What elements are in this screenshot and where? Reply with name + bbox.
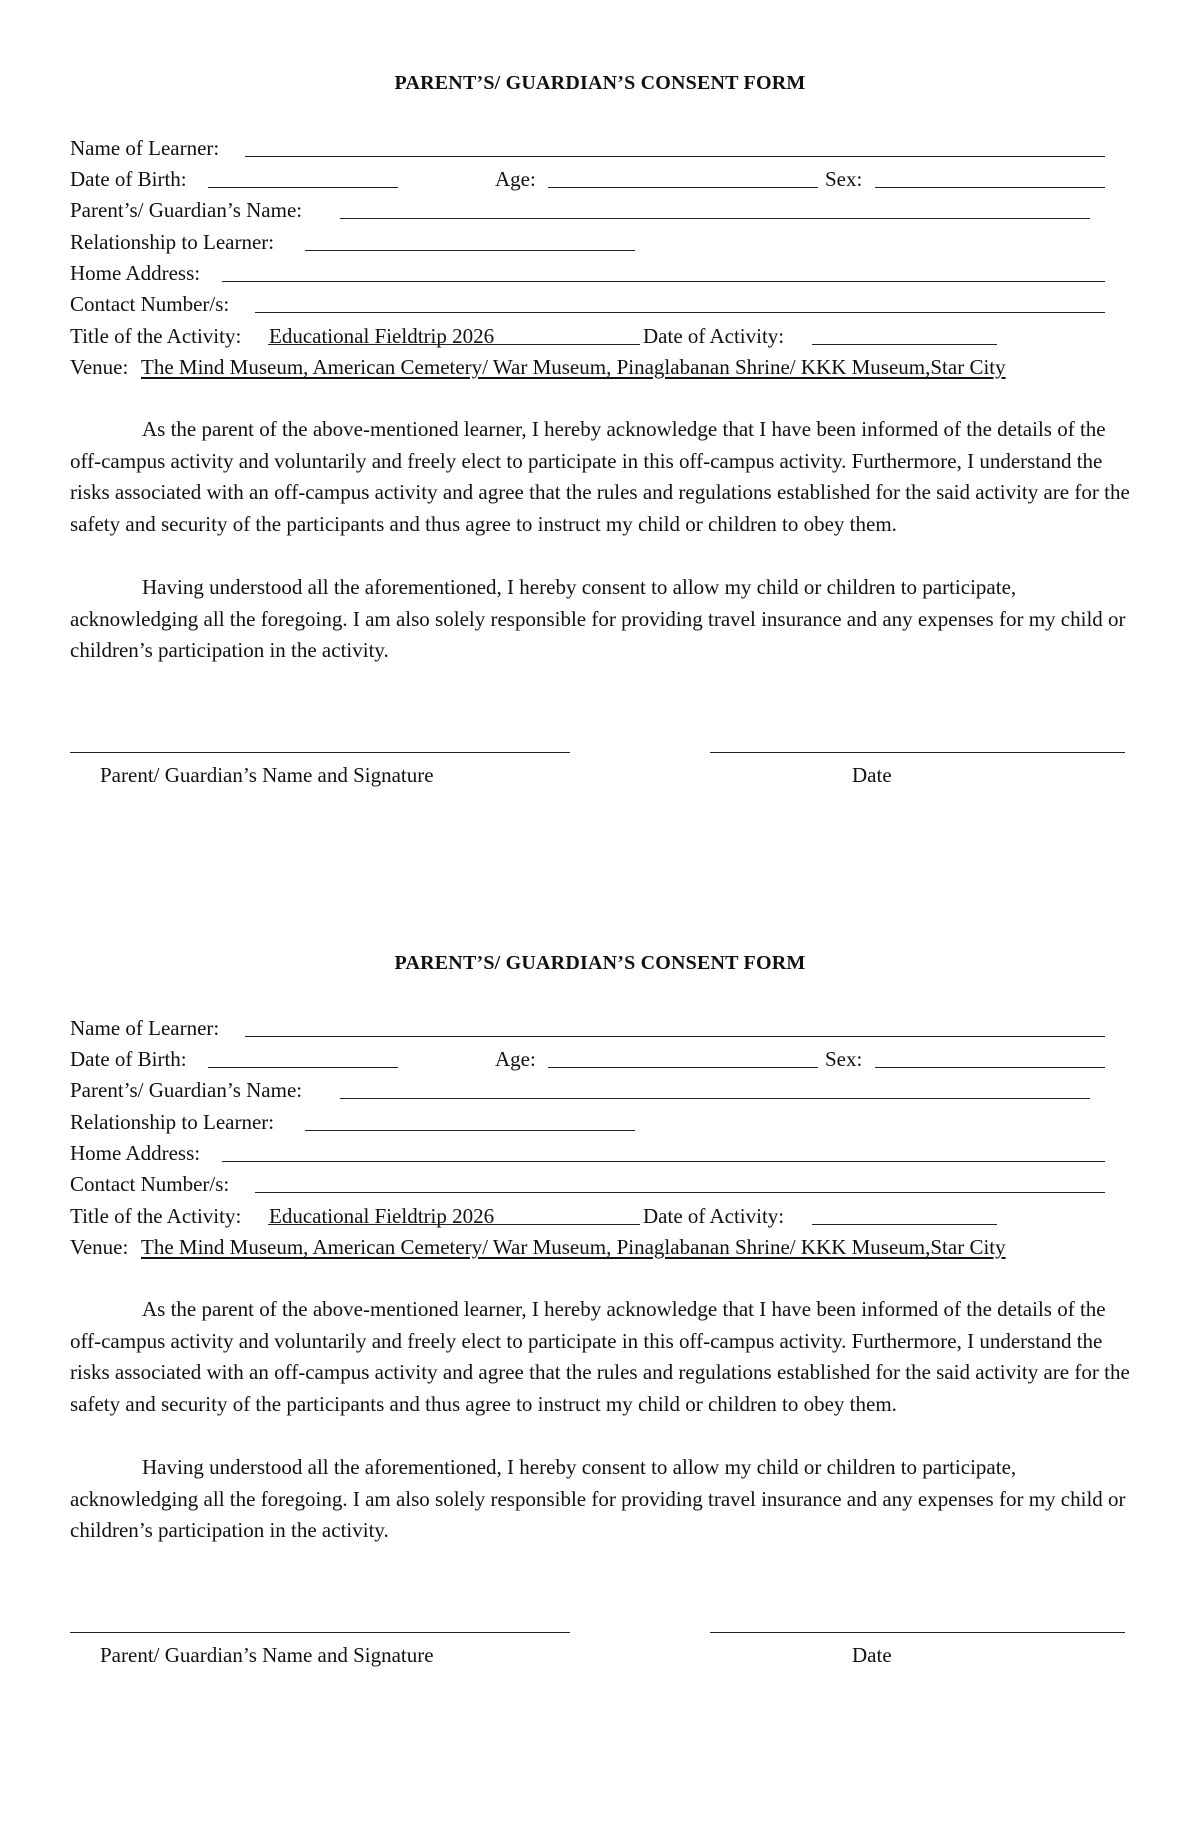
- date-line[interactable]: [710, 1632, 1125, 1633]
- contact-number-field[interactable]: [255, 1192, 1105, 1193]
- date-of-activity-field[interactable]: [812, 344, 997, 345]
- name-of-learner-label: Name of Learner:: [70, 136, 220, 160]
- relationship-label: Relationship to Learner:: [70, 1110, 275, 1134]
- age-label: Age:: [495, 167, 536, 191]
- guardian-name-field[interactable]: [340, 218, 1090, 219]
- home-address-label: Home Address:: [70, 1141, 201, 1165]
- title-of-activity-label: Title of the Activity:: [70, 1204, 242, 1228]
- relationship-field[interactable]: [305, 1130, 635, 1131]
- sex-label: Sex:: [825, 167, 863, 191]
- sex-field[interactable]: [875, 187, 1105, 188]
- form-title: PARENT’S/ GUARDIAN’S CONSENT FORM: [394, 72, 806, 94]
- home-address-label: Home Address:: [70, 261, 201, 285]
- contact-number-label: Contact Number/s:: [70, 292, 230, 316]
- consent-paragraph: [70, 1452, 1130, 1547]
- sex-label: Sex:: [825, 1047, 863, 1071]
- title-of-activity-label: Title of the Activity:: [70, 324, 242, 348]
- home-address-field[interactable]: [222, 281, 1105, 282]
- consent-text: Having understood all the aforementioned, I hereby consent to allow my child or children to participate, acknowledging all the foregoing. I am also solely responsible for providing travel insurance and any expenses for my child or children’s participation in the activity.: [70, 1455, 1126, 1542]
- acknowledgement-paragraph: [70, 414, 1130, 540]
- date-line[interactable]: [710, 752, 1125, 753]
- name-of-learner-label: Name of Learner:: [70, 1016, 220, 1040]
- age-field[interactable]: [548, 1067, 818, 1068]
- guardian-name-field[interactable]: [340, 1098, 1090, 1099]
- guardian-name-label: Parent’s/ Guardian’s Name:: [70, 198, 303, 222]
- home-address-field[interactable]: [222, 1161, 1105, 1162]
- date-of-birth-field[interactable]: [208, 187, 398, 188]
- consent-text: Having understood all the aforementioned, I hereby consent to allow my child or children to participate, acknowledging all the foregoing. I am also solely responsible for providing travel insurance and any expenses for my child or children’s participation in the activity.: [70, 575, 1126, 662]
- relationship-field[interactable]: [305, 250, 635, 251]
- title-of-activity-value: Educational Fieldtrip 2026: [269, 1204, 495, 1228]
- name-of-learner-field[interactable]: [245, 1036, 1105, 1037]
- sex-field[interactable]: [875, 1067, 1105, 1068]
- age-field[interactable]: [548, 187, 818, 188]
- date-of-activity-label: Date of Activity:: [643, 324, 785, 348]
- acknowledgement-paragraph: [70, 1294, 1130, 1420]
- venue-label: Venue:: [70, 355, 129, 379]
- contact-number-label: Contact Number/s:: [70, 1172, 230, 1196]
- date-of-activity-label: Date of Activity:: [643, 1204, 785, 1228]
- guardian-name-label: Parent’s/ Guardian’s Name:: [70, 1078, 303, 1102]
- date-of-birth-field[interactable]: [208, 1067, 398, 1068]
- form-title: PARENT’S/ GUARDIAN’S CONSENT FORM: [394, 952, 806, 974]
- signature-caption: Parent/ Guardian’s Name and Signature: [100, 763, 434, 787]
- venue-label: Venue:: [70, 1235, 129, 1259]
- name-of-learner-field[interactable]: [245, 156, 1105, 157]
- acknowledgement-text: As the parent of the above-mentioned learner, I hereby acknowledge that I have been informed of the details of the off-campus activity and voluntarily and freely elect to participate in this off-campus activity. Furthermore, I understand the risks associated with an off-campus activity and agree that the rules and regulations established for the said activity are for the safety and security of the participants and thus agree to instruct my child or children to obey them.: [70, 1297, 1130, 1416]
- date-of-birth-label: Date of Birth:: [70, 1047, 187, 1071]
- title-of-activity-value: Educational Fieldtrip 2026: [269, 324, 495, 348]
- signature-caption: Parent/ Guardian’s Name and Signature: [100, 1643, 434, 1667]
- date-caption: Date: [852, 1643, 892, 1667]
- signature-line[interactable]: [70, 1632, 570, 1633]
- signature-line[interactable]: [70, 752, 570, 753]
- date-of-activity-field[interactable]: [812, 1224, 997, 1225]
- acknowledgement-text: As the parent of the above-mentioned learner, I hereby acknowledge that I have been informed of the details of the off-campus activity and voluntarily and freely elect to participate in this off-campus activity. Furthermore, I understand the risks associated with an off-campus activity and agree that the rules and regulations established for the said activity are for the safety and security of the participants and thus agree to instruct my child or children to obey them.: [70, 417, 1130, 536]
- date-of-birth-label: Date of Birth:: [70, 167, 187, 191]
- relationship-label: Relationship to Learner:: [70, 230, 275, 254]
- consent-paragraph: [70, 572, 1130, 667]
- date-caption: Date: [852, 763, 892, 787]
- venue-value: The Mind Museum, American Cemetery/ War Museum, Pinaglabanan Shrine/ KKK Museum,Star City: [141, 355, 1006, 379]
- age-label: Age:: [495, 1047, 536, 1071]
- venue-value: The Mind Museum, American Cemetery/ War Museum, Pinaglabanan Shrine/ KKK Museum,Star City: [141, 1235, 1006, 1259]
- contact-number-field[interactable]: [255, 312, 1105, 313]
